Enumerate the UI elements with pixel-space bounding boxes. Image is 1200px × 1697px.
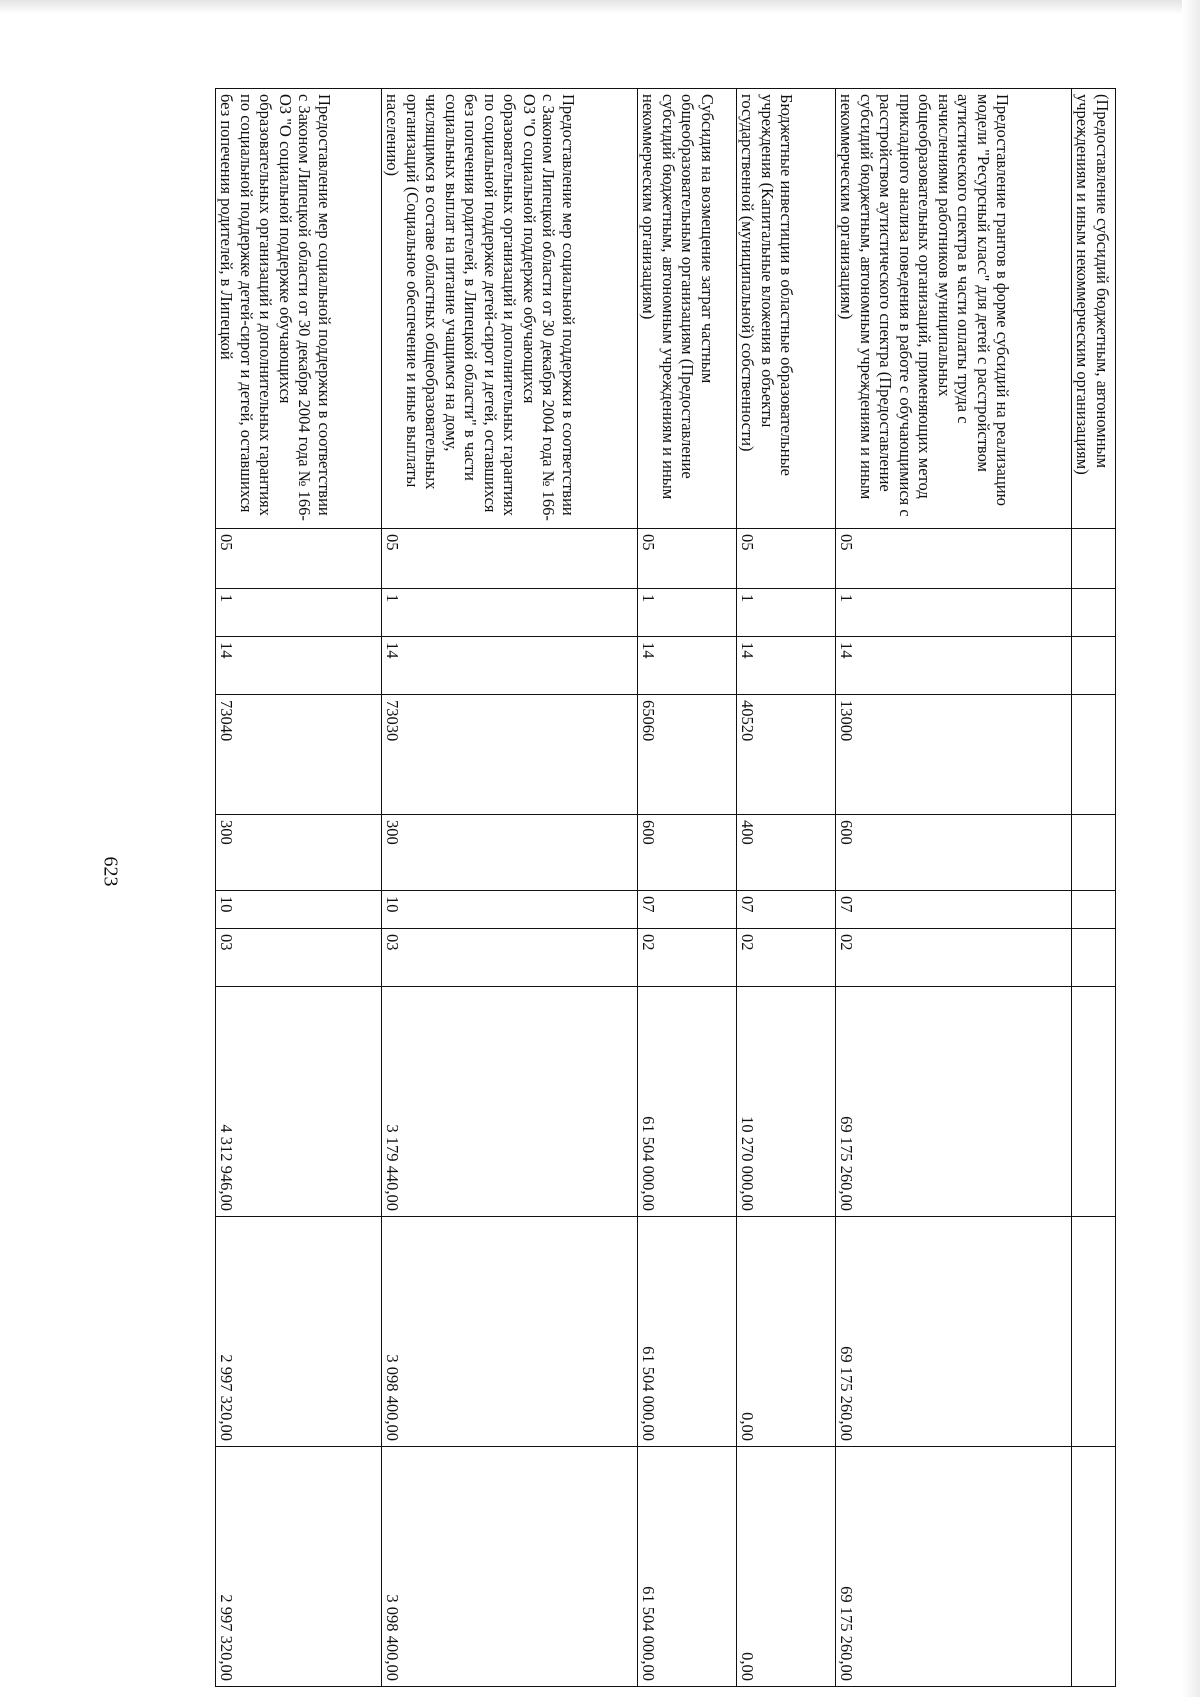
- code-subsection: 02: [737, 929, 836, 987]
- amount-year-2: 2 997 320,00: [216, 1217, 382, 1447]
- code-program: [1072, 529, 1116, 589]
- code-expense-type: [1072, 815, 1116, 891]
- code-expense-type: 300: [216, 815, 382, 891]
- table-row: [216, 89, 382, 1687]
- code-section: 10: [382, 891, 638, 929]
- code-subsection: [1072, 929, 1116, 987]
- code-program: 05: [382, 529, 638, 589]
- amount-year-3: 0,00: [737, 1447, 836, 1687]
- amount-year-1: [1072, 987, 1116, 1217]
- code-expense-type: 600: [638, 815, 737, 891]
- page-number: 623: [99, 856, 122, 887]
- table-row: [382, 89, 638, 1687]
- code-section: 07: [638, 891, 737, 929]
- amount-year-2: 0,00: [737, 1217, 836, 1447]
- scan-top-edge: [0, 0, 1200, 14]
- table-row: [737, 89, 836, 1687]
- code-subsection: 03: [216, 929, 382, 987]
- amount-year-1: 69 175 260,00: [836, 987, 1072, 1217]
- code-main-event: 14: [638, 637, 737, 695]
- code-program: 05: [638, 529, 737, 589]
- row-description: Субсидия на возмещение затрат частным общеобразовательным организациям (Предоставление субсидий бюджетным, автономным учреждениям и иным некоммерческим организациям): [638, 89, 737, 529]
- amount-year-2: 3 098 400,00: [382, 1217, 638, 1447]
- amount-year-2: [1072, 1217, 1116, 1447]
- amount-year-1: 3 179 440,00: [382, 987, 638, 1217]
- amount-year-3: [1072, 1447, 1116, 1687]
- code-subsection: 02: [638, 929, 737, 987]
- code-subprogram: 1: [382, 589, 638, 637]
- table-row: [638, 89, 737, 1687]
- code-main-event: 14: [216, 637, 382, 695]
- row-description: Предоставление грантов в форме субсидий на реализацию модели "Ресурсный класс" для детей с расстройством аутистического спектра в части оплаты труда с начислениями работников муниципальных общеобразовательных организаций, применяющих метод прикладного анализа поведения в работе с обучающимися с расстройством аутистического спектра (Предоставление субсидий бюджетным, автономным учреждениям и иным некоммерческим организациям): [836, 89, 1072, 529]
- scan-right-edge: [1182, 0, 1200, 1697]
- code-expense-type: 400: [737, 815, 836, 891]
- code-subprogram: 1: [836, 589, 1072, 637]
- code-direction: 73030: [382, 695, 638, 815]
- table-row: [836, 89, 1072, 1687]
- row-description: Предоставление мер социальной поддержки в соответствии с Законом Липецкой области от 30 декабря 2004 года № 166-ОЗ "О социальной поддержке обучающихся образовательных организаций и дополнительных гарантиях по социальной поддержке детей-сирот и детей, оставшихся без попечения родителей, в Липецкой: [216, 89, 382, 529]
- row-description: Предоставление мер социальной поддержки в соответствии с Законом Липецкой области от 30 декабря 2004 года № 166-ОЗ "О социальной поддержке обучающихся образовательных организаций и дополнительных гарантиях по социальной поддержке детей-сирот и детей, оставшихся без попечения родителей, в Липецкой области" в части социальных выплат на питание учащимся на дому, числящимся в составе областных общеобразовательных организаций (Социальное обеспечение и иные выплаты населению): [382, 89, 638, 529]
- code-program: 05: [737, 529, 836, 589]
- amount-year-2: 69 175 260,00: [836, 1217, 1072, 1447]
- code-direction: 40520: [737, 695, 836, 815]
- code-expense-type: 600: [836, 815, 1072, 891]
- code-section: 07: [737, 891, 836, 929]
- code-subsection: 03: [382, 929, 638, 987]
- code-section: 07: [836, 891, 1072, 929]
- code-section: [1072, 891, 1116, 929]
- code-direction: 13000: [836, 695, 1072, 815]
- amount-year-2: 61 504 000,00: [638, 1217, 737, 1447]
- row-description: Бюджетные инвестиции в областные образовательные учреждения (Капитальные вложения в объекты государственной (муниципальной) собственности): [737, 89, 836, 529]
- row-description: (Предоставление субсидий бюджетным, автономным учреждениям и иным некоммерческим организациям): [1072, 89, 1116, 529]
- amount-year-1: 61 504 000,00: [638, 987, 737, 1217]
- code-subprogram: 1: [216, 589, 382, 637]
- code-main-event: 14: [382, 637, 638, 695]
- code-direction: 73040: [216, 695, 382, 815]
- code-main-event: 14: [737, 637, 836, 695]
- amount-year-3: 61 504 000,00: [638, 1447, 737, 1687]
- budget-table: [215, 88, 1116, 1687]
- amount-year-1: 10 270 000,00: [737, 987, 836, 1217]
- rotated-page-content: [216, 88, 1116, 1686]
- code-main-event: 14: [836, 637, 1072, 695]
- code-direction: 65060: [638, 695, 737, 815]
- code-subsection: 02: [836, 929, 1072, 987]
- code-expense-type: 300: [382, 815, 638, 891]
- code-main-event: [1072, 637, 1116, 695]
- code-program: 05: [836, 529, 1072, 589]
- code-direction: [1072, 695, 1116, 815]
- code-section: 10: [216, 891, 382, 929]
- amount-year-3: 69 175 260,00: [836, 1447, 1072, 1687]
- code-subprogram: [1072, 589, 1116, 637]
- amount-year-3: 3 098 400,00: [382, 1447, 638, 1687]
- amount-year-3: 2 997 320,00: [216, 1447, 382, 1687]
- code-subprogram: 1: [638, 589, 737, 637]
- code-program: 05: [216, 529, 382, 589]
- table-row: [1072, 89, 1116, 1687]
- code-subprogram: 1: [737, 589, 836, 637]
- amount-year-1: 4 312 946,00: [216, 987, 382, 1217]
